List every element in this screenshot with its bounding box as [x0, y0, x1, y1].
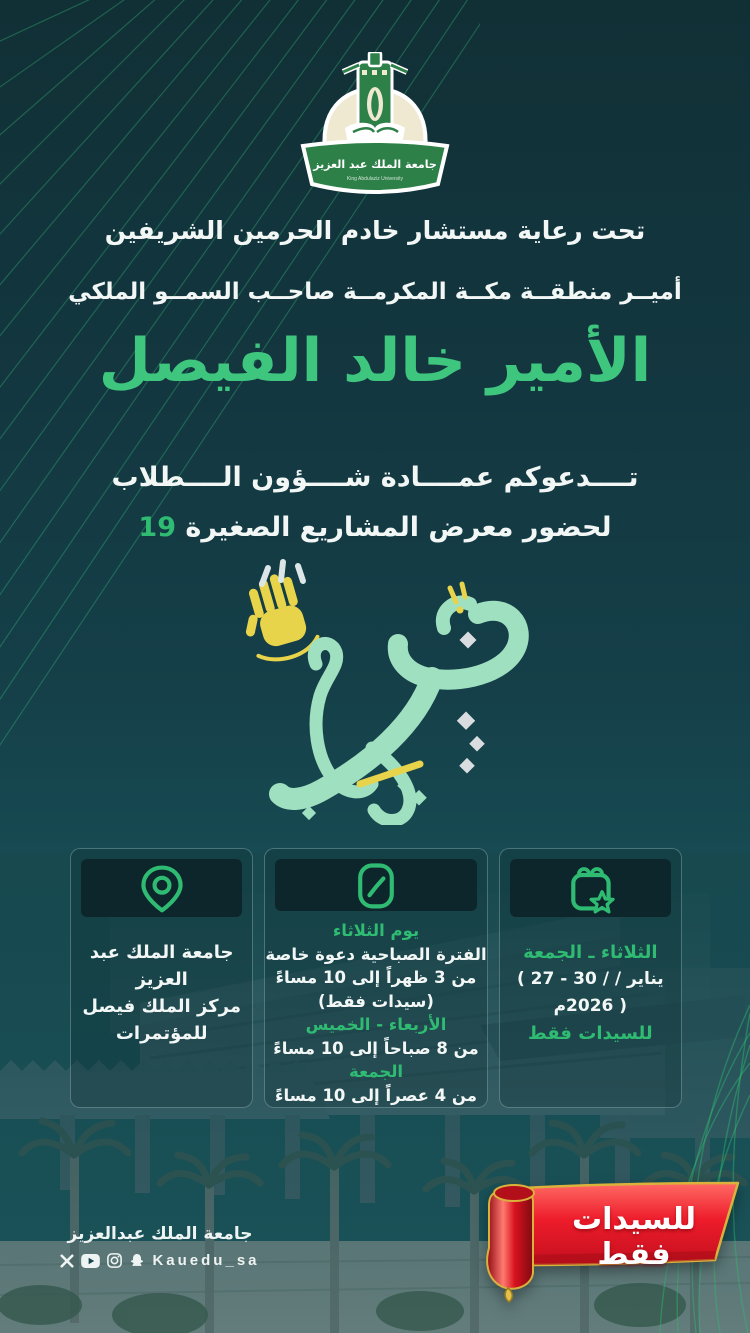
location-card — [70, 848, 253, 1108]
social-handle[interactable]: Kauedu_sa — [152, 1252, 260, 1269]
time-line: من 4 عصراً إلى 10 مساءً — [275, 1085, 477, 1105]
ladies-only-ribbon — [478, 1174, 748, 1306]
date-day-range: الثلاثاء ـ الجمعة — [523, 942, 658, 963]
time-card-header — [275, 859, 476, 911]
time-line: الفترة الصباحية دعوة خاصة — [265, 944, 487, 964]
silver-diamonds — [457, 632, 485, 774]
emblem-arabic-name: جامعة الملك عبد العزيز — [313, 158, 437, 171]
invitation-line-2-text: لحضور معرض المشاريع الصغيرة — [185, 512, 612, 543]
info-cards — [70, 848, 682, 1108]
event-logo-artwork — [210, 550, 540, 825]
calendar-star-icon — [564, 862, 616, 914]
prince-name-calligraphy: الأمير خالد الفيصل — [98, 326, 652, 396]
time-line: يوم الثلاثاء — [332, 921, 420, 940]
social-row — [55, 1252, 265, 1269]
time-card — [264, 848, 487, 1108]
hand-icon — [231, 568, 321, 668]
exclaim-strokes — [262, 562, 303, 584]
location-card-header — [81, 859, 242, 917]
location-pin-icon — [136, 862, 188, 914]
invitation-line-2 — [0, 512, 750, 543]
invitation-line-1: تــــدعوكم عمــــادة شــــؤون الــــطلاب — [111, 462, 639, 493]
x-icon[interactable] — [60, 1254, 74, 1268]
location-line-2: مركز الملك فيصل للمؤتمرات — [82, 996, 241, 1044]
snapchat-icon[interactable] — [129, 1253, 145, 1268]
time-line: (سيدات فقط) — [318, 991, 434, 1011]
logo-banner — [303, 141, 447, 192]
time-line: الجمعة — [348, 1062, 404, 1081]
date-card-header — [510, 859, 671, 917]
time-line: من 8 صباحاً إلى 10 مساءً — [273, 1038, 479, 1058]
location-line-1: جامعة الملك عبد العزيز — [89, 942, 234, 990]
clock-icon — [350, 859, 402, 911]
date-card — [499, 848, 682, 1108]
patronage-line-2: أميــر منطقــة مكــة المكرمــة صاحــب السمــو الملكي — [68, 279, 682, 305]
exhibition-number: 19 — [138, 512, 176, 543]
ribbon-label: للسيدات فقط — [571, 1202, 697, 1272]
time-line: من 3 ظهراً إلى 10 مساءً — [275, 968, 477, 987]
instagram-icon[interactable] — [107, 1253, 122, 1268]
date-range: ( 27 - 30 / يناير / 2026م ) — [516, 969, 664, 1016]
kau-logo — [295, 52, 455, 202]
date-note: للسيدات فقط — [527, 1023, 653, 1044]
emblem-english-name: King Abdulaziz University — [346, 176, 404, 182]
patronage-line-1: تحت رعاية مستشار خادم الحرمين الشريفين — [104, 216, 646, 245]
footer-university-name: جامعة الملك عبدالعزيز — [67, 1224, 253, 1244]
youtube-icon[interactable] — [81, 1254, 100, 1268]
time-line: الأربعاء - الخميس — [305, 1015, 447, 1034]
